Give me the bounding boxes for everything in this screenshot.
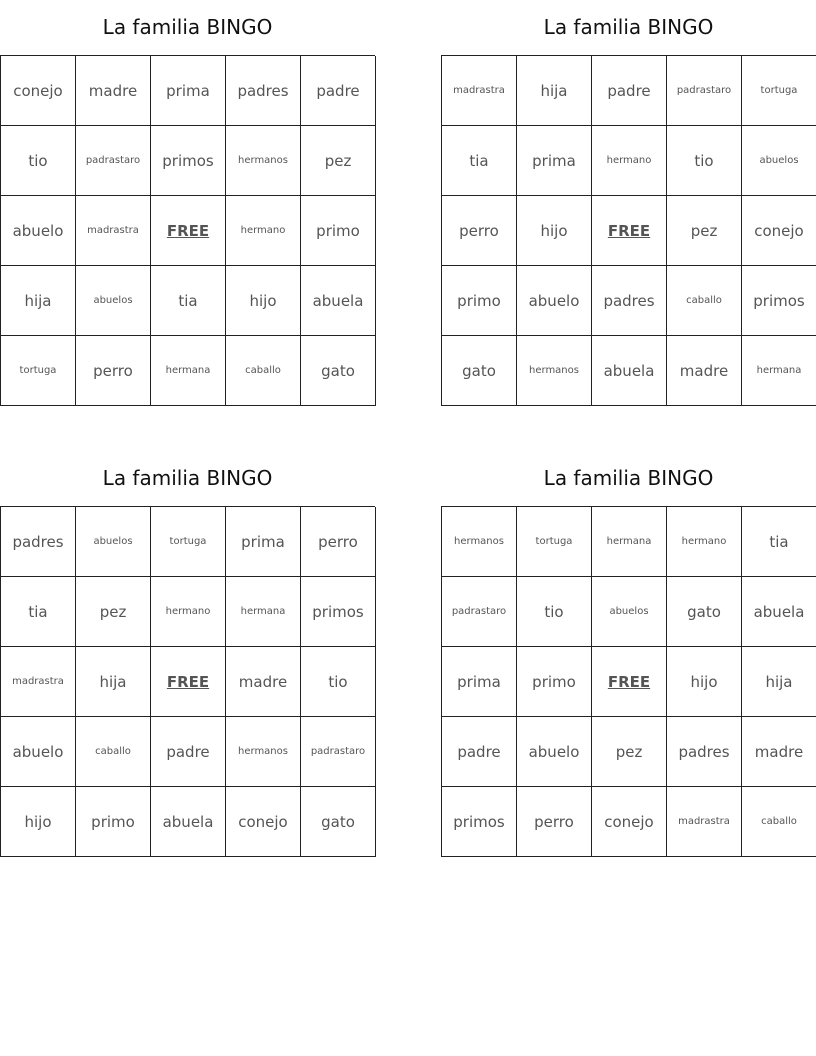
bingo-cell: hermano: [592, 126, 667, 196]
bingo-cell: tio: [667, 126, 742, 196]
card-title: La familia BINGO: [102, 15, 273, 39]
bingo-cell: padre: [442, 717, 517, 787]
bingo-cell: hermano: [667, 507, 742, 577]
bingo-cell: madre: [226, 647, 301, 717]
bingo-grid: [0, 55, 375, 406]
bingo-cell: conejo: [1, 56, 76, 126]
bingo-cell: prima: [151, 56, 226, 126]
bingo-cell: padre: [301, 56, 376, 126]
bingo-cell: hermanos: [226, 126, 301, 196]
bingo-cell: abuelos: [742, 126, 816, 196]
bingo-cell: hermano: [226, 196, 301, 266]
bingo-cell: padrastaro: [667, 56, 742, 126]
bingo-cell: tio: [517, 577, 592, 647]
bingo-cell: abuelos: [592, 577, 667, 647]
bingo-cell: madrastra: [76, 196, 151, 266]
bingo-cell: madre: [76, 56, 151, 126]
bingo-cell: abuelos: [76, 507, 151, 577]
bingo-cell: hermanos: [442, 507, 517, 577]
bingo-cell: madre: [667, 336, 742, 406]
bingo-cell: hermanos: [517, 336, 592, 406]
bingo-cell: abuelo: [517, 717, 592, 787]
bingo-cell: primo: [442, 266, 517, 336]
bingo-card-4: [441, 451, 816, 857]
card-title: La familia BINGO: [102, 466, 273, 490]
bingo-cell: tio: [301, 647, 376, 717]
bingo-cell: primos: [151, 126, 226, 196]
bingo-cell: hija: [1, 266, 76, 336]
bingo-cell: hermana: [742, 336, 816, 406]
bingo-cell: perro: [517, 787, 592, 857]
bingo-cell: perro: [301, 507, 376, 577]
free-space-cell: FREE: [592, 647, 667, 717]
bingo-cell: padre: [592, 56, 667, 126]
bingo-cell: abuela: [301, 266, 376, 336]
bingo-cell: madrastra: [442, 56, 517, 126]
bingo-cell: abuela: [151, 787, 226, 857]
bingo-cell: tortuga: [151, 507, 226, 577]
bingo-cell: hermano: [151, 577, 226, 647]
bingo-cell: gato: [301, 787, 376, 857]
bingo-cell: padrastaro: [76, 126, 151, 196]
bingo-cell: hermana: [151, 336, 226, 406]
bingo-card-1: [0, 0, 375, 406]
bingo-cell: tia: [1, 577, 76, 647]
bingo-cell: madrastra: [1, 647, 76, 717]
bingo-cell: conejo: [592, 787, 667, 857]
bingo-cell: tio: [1, 126, 76, 196]
bingo-cell: hija: [517, 56, 592, 126]
bingo-cell: prima: [517, 126, 592, 196]
bingo-grid: [441, 506, 816, 857]
bingo-cell: tortuga: [517, 507, 592, 577]
bingo-cell: padres: [226, 56, 301, 126]
bingo-cell: pez: [76, 577, 151, 647]
bingo-cell: abuelo: [1, 196, 76, 266]
bingo-cell: prima: [226, 507, 301, 577]
bingo-cell: hijo: [226, 266, 301, 336]
bingo-cell: madrastra: [667, 787, 742, 857]
bingo-cell: caballo: [76, 717, 151, 787]
bingo-cell: padre: [151, 717, 226, 787]
bingo-cell: padres: [667, 717, 742, 787]
free-space-cell: FREE: [151, 647, 226, 717]
bingo-card-2: [441, 0, 816, 406]
bingo-cell: gato: [442, 336, 517, 406]
bingo-cell: caballo: [226, 336, 301, 406]
bingo-cell: tortuga: [742, 56, 816, 126]
bingo-cell: abuelo: [1, 717, 76, 787]
bingo-cell: abuelo: [517, 266, 592, 336]
bingo-cell: caballo: [742, 787, 816, 857]
bingo-cell: abuela: [592, 336, 667, 406]
bingo-cell: primo: [517, 647, 592, 717]
bingo-cell: pez: [301, 126, 376, 196]
bingo-grid: [441, 55, 816, 406]
bingo-cell: tia: [151, 266, 226, 336]
bingo-cell: gato: [667, 577, 742, 647]
bingo-cell: hija: [742, 647, 816, 717]
bingo-cell: padrastaro: [301, 717, 376, 787]
bingo-cell: madre: [742, 717, 816, 787]
bingo-cell: tia: [442, 126, 517, 196]
bingo-cell: hermana: [226, 577, 301, 647]
bingo-cell: hijo: [517, 196, 592, 266]
bingo-cell: conejo: [226, 787, 301, 857]
card-title: La familia BINGO: [543, 15, 714, 39]
bingo-cell: primos: [301, 577, 376, 647]
bingo-cell: gato: [301, 336, 376, 406]
bingo-cell: hija: [76, 647, 151, 717]
bingo-card-3: [0, 451, 375, 857]
bingo-cell: padrastaro: [442, 577, 517, 647]
bingo-cell: pez: [592, 717, 667, 787]
bingo-cell: padres: [1, 507, 76, 577]
bingo-cell: caballo: [667, 266, 742, 336]
free-space-cell: FREE: [151, 196, 226, 266]
bingo-cell: hijo: [1, 787, 76, 857]
free-space-cell: FREE: [592, 196, 667, 266]
bingo-cell: primo: [301, 196, 376, 266]
bingo-cell: conejo: [742, 196, 816, 266]
bingo-cell: perro: [442, 196, 517, 266]
bingo-cell: prima: [442, 647, 517, 717]
bingo-cell: primos: [742, 266, 816, 336]
bingo-cell: pez: [667, 196, 742, 266]
bingo-cell: primo: [76, 787, 151, 857]
bingo-cell: primos: [442, 787, 517, 857]
card-title: La familia BINGO: [543, 466, 714, 490]
bingo-cell: abuelos: [76, 266, 151, 336]
bingo-cell: tia: [742, 507, 816, 577]
bingo-cell: hermana: [592, 507, 667, 577]
bingo-cell: perro: [76, 336, 151, 406]
bingo-cell: padres: [592, 266, 667, 336]
bingo-cell: abuela: [742, 577, 816, 647]
bingo-cell: hermanos: [226, 717, 301, 787]
bingo-cell: hijo: [667, 647, 742, 717]
bingo-grid: [0, 506, 375, 857]
bingo-cell: tortuga: [1, 336, 76, 406]
